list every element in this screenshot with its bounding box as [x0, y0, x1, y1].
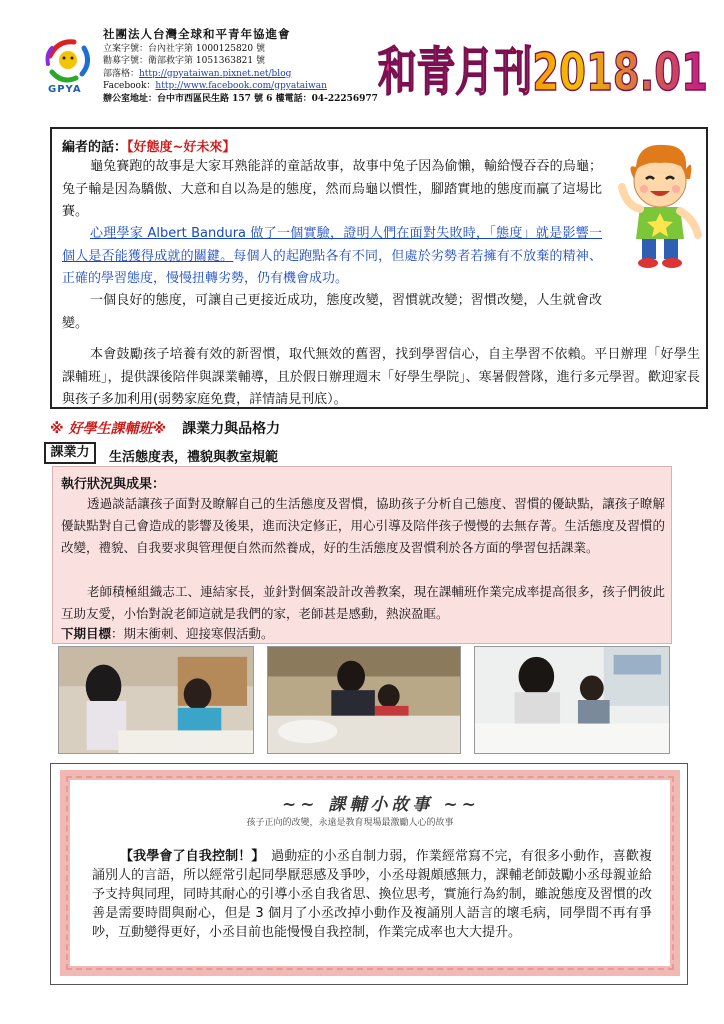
progress-paragraph-1: 透過談話讓孩子面對及瞭解自己的生活態度及習慣，協助孩子分析自己態度、習慣的優缺點，讓孩子瞭解優缺點對自己會造成的影響及後果，進而決定修正，用心引導及陪伴孩子慢慢的去無存菁。生活態度及習慣的改變，禮貌、自我要求與管理便自然而然養成，好的生活態度及習慣利於各方面的學習包括課業。	[61, 496, 665, 555]
next-goal	[61, 623, 665, 645]
editor-title	[62, 136, 235, 155]
editor-quote-underlined: 心理學家 Albert Bandura 做了一個實驗，證明人們在面對失敗時，「態度」就是影響一個人是否能獲得成就的關鍵。	[62, 226, 602, 264]
editor-title-highlight: 【好態度~好未來】	[127, 140, 236, 155]
gpya-logo-icon	[40, 34, 96, 90]
blog-link[interactable]: http://gpyataiwan.pixnet.net/blog	[139, 68, 292, 79]
org-name: 社團法人台灣全球和平青年協進會	[103, 27, 291, 41]
editor-paragraph-3: 一個良好的態度，可讓自己更接近成功，態度改變，習慣就改變；習慣改變，人生就會改變。	[62, 293, 602, 331]
editor-paragraph-2-rest: 每個人的起跑點各有不同，但處於劣勢者若擁有不放棄的精神、正確的學習態度，慢慢扭轉劣勢，仍有機會成功。	[62, 248, 602, 286]
org-info	[103, 28, 378, 105]
photo-tutoring-3	[474, 646, 670, 754]
facebook-label: Facebook：	[103, 81, 156, 91]
section-heading	[50, 418, 280, 438]
masthead-title	[374, 22, 714, 114]
next-goal-text: ：期末衝刺、迎接寒假活動。	[111, 626, 274, 641]
registration-line: 立案字號：台內社字第 1000125820 號	[103, 43, 265, 54]
masthead-text: 和青月刊2018.01	[378, 43, 708, 103]
editor-paragraph-4: 本會鼓勵孩子培養有效的新習慣，取代無效的舊習，找到學習信心，自主學習不依賴。平日辦理「好學生課輔班」，提供課後陪伴與課業輔導，且於假日辦理週末「好學生學院」、寒暑假營隊，進行多元學習。歡迎家長與孩子多加利用(弱勢家庭免費，詳情請見刊底）。	[62, 347, 700, 407]
editor-title-prefix: 編者的話：	[62, 140, 128, 155]
editor-note-box	[50, 127, 708, 409]
logo-text: GPYA	[48, 84, 82, 95]
tag-box: 課業力	[44, 442, 96, 464]
photo-tutoring-1	[58, 646, 254, 754]
story-subtitle: 孩子正向的改變，永遠是教育現場最激勵人心的故事	[246, 818, 454, 828]
facebook-link[interactable]: http://www.facebook.com/gpyataiwan	[155, 81, 327, 91]
cartoon-boy-illustration	[614, 139, 704, 269]
progress-box	[52, 466, 672, 644]
blog-label: 部落格：	[103, 68, 140, 79]
progress-paragraph-2: 老師積極組織志工、連結家長，並針對個案設計改善教案，現在課輔班作業完成率提高很多，孩子們彼此互助友愛，小怡對說老師這就是我們的家，老師甚是感動，熱淚盈眶。	[61, 584, 665, 621]
facebook-line	[103, 80, 378, 93]
address-line: 辦公室地址：台中市西區民生路 157 號 6 樓電話：04-22256977	[103, 93, 378, 104]
section-title: ※ 好學生課輔班※	[50, 421, 167, 437]
blog-line	[103, 68, 378, 81]
next-goal-label: 下期目標	[61, 626, 112, 641]
story-title: ~~ 課輔小故事 ~~	[282, 795, 480, 815]
tag-description: 生活態度表，禮貌與教室規範	[109, 450, 279, 465]
story-text: 過動症的小丞自制力弱，作業經常寫不完，有很多小動作，喜歡複誦別人的言語，所以經常引起同學厭惡感及爭吵，小丞母親頗感無力，課輔老師鼓勵小丞母親並給予支持與同理，同時其耐心的引導小丞自我省思、換位思考，實施行為約制，雖說態度及習慣的改善是需要時間與耐心，但是 3 個月了小丞改掉小動作及複誦別人語言的壞毛病，同學間不再有爭吵，互動變得更好，小丞目前也能慢慢自我控制，作業完成率也大大提升。	[92, 849, 652, 940]
progress-heading: 執行狀況與成果：	[61, 477, 166, 492]
section-subtitle: 課業力與品格力	[182, 421, 281, 437]
editor-paragraph-1: 龜兔賽跑的故事是大家耳熟能詳的童話故事，故事中兔子因為偷懶，輸給慢吞吞的烏龜；兔子輸是因為驕傲、大意和自以為是的態度，然而烏龜以慣性，腳踏實地的態度而贏了這場比賽。	[62, 159, 602, 219]
fundraising-line: 勸募字號：衛部救字第 1051363821 號	[103, 56, 265, 66]
editor-paragraph-2	[62, 223, 602, 291]
story-lead: 【我學會了自我控制！】	[120, 849, 258, 864]
story-body	[92, 847, 652, 942]
photo-tutoring-2	[267, 646, 461, 754]
